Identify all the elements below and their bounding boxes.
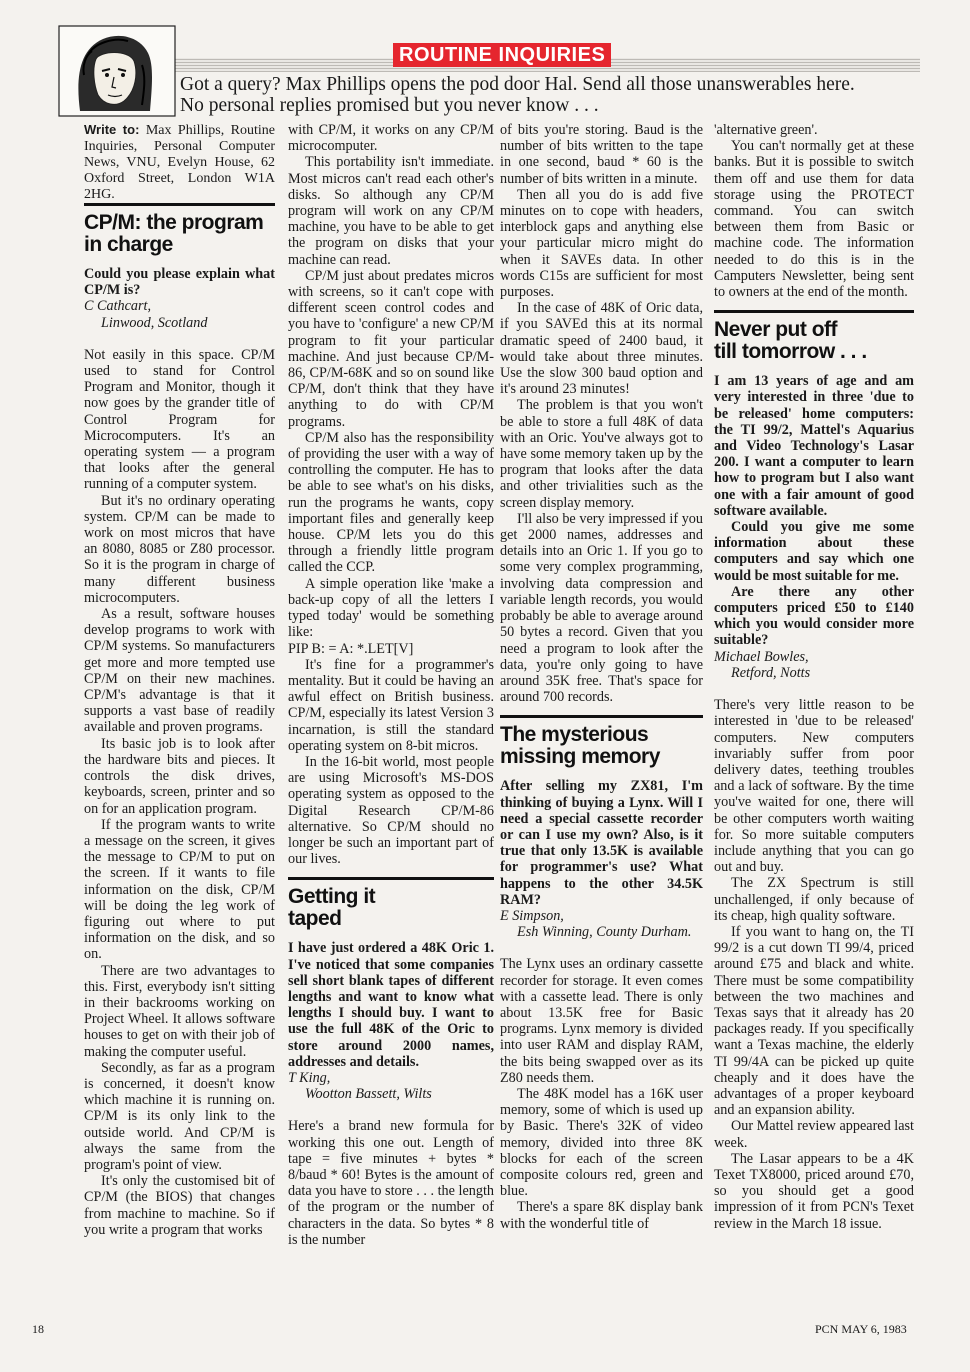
section-banner: ROUTINE INQUIRIES [393,43,611,67]
spacer [288,1102,494,1118]
column-4 [714,122,914,1232]
title-line: taped [288,907,342,931]
answer-paragraph: Then all you do is add five minutes on to cope with headers, interblock gaps and anything else your particular micro might do when it SAVEs data. In other words C15s are sufficient for most purposes. [500,186,703,301]
intro-line-2: No personal replies promised but you never know . . . [180,95,599,116]
section-title-cpm: CP/M: the program in charge [84,211,264,256]
question-tomorrow [714,373,914,648]
reader-location: Wootton Bassett, Wilts [305,1086,432,1103]
question-taped [288,940,494,1070]
answer-paragraph: In the 16-bit world, most people are using Microsoft's MS-DOS operating system as opposed to the Digital Research CP/M-86 alternative. So CP/M should no longer be such an important part of our lives. [288,753,494,868]
title-line: Getting it [288,885,376,909]
author-portrait-illustration [58,25,176,117]
question-cpm [84,266,275,298]
answer-paragraph: There are two advantages to this. First, everybody isn't sitting in their backrooms working on Project Wheel. It allows software houses to get on with their job of making the computer useful. [84,962,275,1060]
answer-paragraph: 'alternative green'. [714,122,818,138]
question-text: Are there any other computers priced £50 to £140 which you would consider more suitable? [714,583,914,649]
reader-name: T King, [288,1069,331,1086]
answer-paragraph: If you want to hang on, the TI 99/2 is a cut down TI 99/4, priced around £75 and black and white. There must be some compatibility between the two machines and Texas says that it already has 20 packages ready. If you specifically want a Texas machine, the elderly TI 99/4A can be picked up quite cheaply and it does have the advantages of a proper keyboard and an expansion ability. [714,923,914,1119]
answer-paragraph: The Lasar appears to be a 4K Texet TX8000, priced around £70, so you should get a good impression of it from PCN's Texet review in the March 18 issue. [714,1150,914,1232]
reader-location: Linwood, Scotland [101,314,208,331]
question-text: Could you give me some information about these computers and say which one would be most suitable for me. [714,519,914,584]
answer-paragraph: This portability isn't immediate. Most micros can't read each other's disks. So although any CP/M program will work on any CP/M machine, you have to be able to get the program on disks that your machine can read. [288,154,494,268]
write-to-address [84,122,275,203]
reader-location: Esh Winning, County Durham. [517,924,692,941]
answer-paragraph: CP/M also has the responsibility of providing the user with a way of controlling the computer. He has to be able to see what's on his disks, run the programs he wants, copy important files and generally keep house. CP/M lets you do this through a friendly little program called the CCP. [288,429,494,576]
answer-paragraph: The Lynx uses an ordinary cassette recorder for storage. It even comes with a cassette lead. There is only about 13.5K free for Basic programs. Lynx memory is divided into user RAM and display RAM, the bits being swapped over as its Z80 needs them. [500,956,703,1086]
answer-paragraph: As a result, software houses develop programs to work with CP/M systems. So manufacturers get more and more tempted use CP/M on their new machines. CP/M's advantage is that it supports a vast base of readily available and proven programs. [84,606,275,736]
reader-location: Retford, Notts [731,664,811,681]
answer-paragraph: with CP/M, it works on any CP/M microcomputer. [288,122,494,155]
spacer [714,681,914,697]
page-number: 18 [32,1322,44,1336]
code-example: PIP B: = A: *.LET[V] [288,640,414,657]
column-3 [500,122,703,1232]
answer-paragraph: You can't normally get at these banks. But it is possible to switch them off and use them for data storage using the PROTECT command. You can switch between them from Basic or machine code. The information needed to do this is in the Camputers Newsletter, being sent to owners at the end of the month. [714,138,914,301]
answer-paragraph: The 48K model has a 16K user memory, some of which is used up by Basic. There's 32K of video memory, divided into three 8K blocks for each of the screen composite colours red, green and blue. [500,1085,703,1200]
section-rule [500,715,703,718]
answer-paragraph: Here's a brand new formula for working this one out. Length of tape = five minutes + bytes * 8/baud * 60! Bytes is the amount of data you have to store . . . the length of the program or the number of characters in the data. So bytes * 8 is the number [288,1118,494,1248]
section-title-tomorrow [714,319,914,363]
answer-paragraph: In the case of 48K of Oric data, if you SAVEd this at its normal dramatic speed of 2400 baud, it would take about three minutes. Use the slow 300 baud option and it's around 23 minutes! [500,300,703,398]
reader-name: E Simpson, [500,907,564,924]
answer-paragraph: Our Mattel review appeared last week. [714,1118,914,1151]
reader-name: C Cathcart, [84,298,152,315]
section-rule [84,203,275,206]
answer-paragraph: Not easily in this space. CP/M used to stand for Control Program and Monitor, though it now goes by the grander title of Control Program for Microcomputers. It's an operating system — a program that looks after the general running of a computer system. [84,346,275,493]
answer-paragraph: CP/M just about predates micros with screens, so it can't cope with different sceen control codes and you have to 'configure' a new CP/M program to fit your particular machine. And just because CP/M-86, CP/M-68K and so on sound like CP/M, don't think that they have anything to do with CP/M programs. [288,267,494,430]
title-line: Never put off [714,318,838,342]
answer-paragraph: Secondly, as far as a program is concerned, it doesn't know which machine it is running on. CP/M is its only link to the outside world. And CP/M is always the same from the program's point of view. [84,1059,275,1173]
answer-paragraph: The ZX Spectrum is still unchallenged, if only because of its cheap, high quality software. [714,875,914,924]
question-text: After selling my ZX81, I'm thinking of buying a Lynx. Will I need a special cassette recorder or can I use my own? Also, is it true that only 13.5K is available for programmer's use? What happens to the other 34.5K RAM? [500,778,703,908]
header-intro [180,74,920,116]
column-1 [84,122,275,1238]
question-memory [500,778,703,908]
section-title-taped [288,886,494,930]
spacer [500,940,703,956]
question-text: Could you please explain what CP/M is? [84,266,275,299]
spacer [288,867,494,877]
question-text: I have just ordered a 48K Oric 1. I've noticed that some companies sell short blank tapes of different lengths and want to know what lengths I should buy. I want to use the full 48K of the Oric to store around 2000 names, addresses and details. [288,940,494,1070]
intro-line-1: Got a query? Max Phillips opens the pod door Hal. Send all those unanswerables here. [180,74,855,95]
spacer [84,331,275,347]
reader-name: Michael Bowles, [714,648,809,665]
issue-date: PCN MAY 6, 1983 [815,1322,907,1336]
question-text: I am 13 years of age and am very interested in three 'due to be released' home computers: the TI 99/2, Mattel's Aquarius and Video Technology's Lasar 200. I want a computer to learn how to program but I also want one with a fair amount of good software available. [714,373,914,519]
section-rule [288,877,494,880]
answer-paragraph: Its basic job is to look after the hardware bits and pieces. It controls the disk drives, keyboards, screen, printer and so on for an application program. [84,735,275,817]
answer-paragraph: The problem is that you won't be able to store a full 48K of data with an Oric. You've always got to have some memory taken up by the program that looks after the data and other trivialities such as the screen display memory. [500,397,703,511]
write-to-text: Max Phillips, Routine Inquiries, Personal Computer News, VNU, Evelyn House, 62 Oxford Street, London W1A 2HG. [84,123,275,202]
answer-paragraph: There's a spare 8K display bank with the wonderful title of [500,1199,703,1232]
answer-paragraph: of bits you're storing. Baud is the number of bits written to the tape in one second, baud * 60 is the number of bits written in a minute. [500,122,703,187]
answer-paragraph: If the program wants to write a message on the screen, it gives the message to CP/M to put on the screen. If it wants to file information on the disk, CP/M will be doing the leg work of figuring out where to put information on the disk, and so on. [84,816,275,963]
column-2 [288,122,494,1248]
spacer [500,705,703,715]
answer-paragraph: But it's no ordinary operating system. CP/M can be made to work on most micros that have an 8080, 8085 or Z80 processor. So it is the program in charge of many different business microcomputers. [84,492,275,606]
title-line: missing memory [500,745,660,769]
answer-paragraph: A simple operation like 'make a back-up copy of all the letters I typed today' would be something like: [288,575,494,641]
answer-paragraph: There's very little reason to be interested in 'due to be released' computers. New computers invariably suffer from poor delivery dates, teething troubles and a lack of software. By the time you've waited for one, there will be other computers worth waiting for. So more suitable computers include anything that you can go out and buy. [714,697,914,876]
answer-paragraph: I'll also be very impressed if you get 2000 names, addresses and details into an Oric 1. If you go to some very complex programming, involving data compression and variable length records, you would probably be able to average around 50 bytes a record. Given that you need a program to look after the data, you're only going to have around 35K free. That's space for around 700 records. [500,510,703,706]
write-to-label: Write to: [84,122,140,137]
spacer [714,300,914,310]
section-title-memory [500,724,703,768]
answer-paragraph: It's only the customised bit of CP/M (the BIOS) that changes from machine to machine. So if you write a program that works [84,1173,275,1238]
title-line: till tomorrow . . . [714,340,867,364]
title-line: The mysterious [500,723,649,747]
answer-paragraph: It's fine for a programmer's mentality. But it could be having an awful effect on British business. CP/M, especially its latest Version 3 incarnation, is still the standard operating system on 8-bit micros. [288,656,494,754]
section-rule [714,310,914,313]
